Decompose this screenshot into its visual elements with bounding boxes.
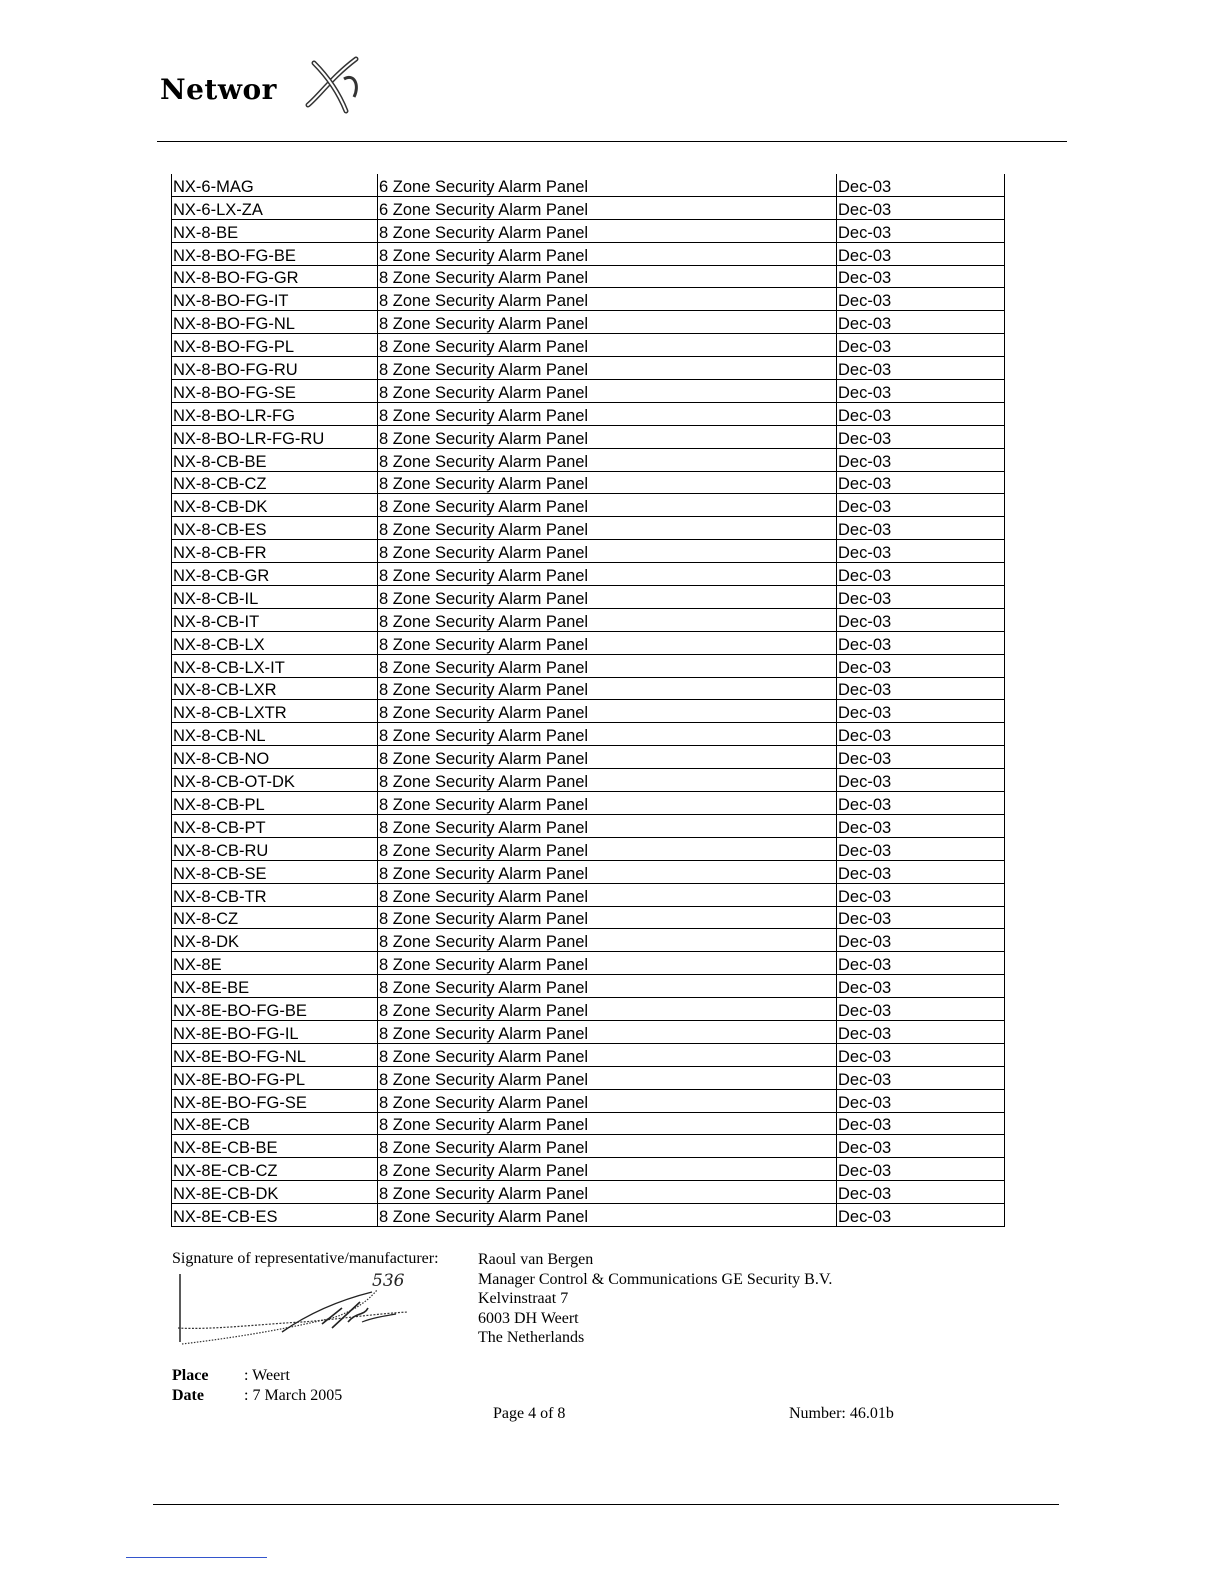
product-code-cell: NX-8E-BE [172,975,378,998]
table-row [172,494,1005,517]
date-cell: Dec-03 [837,631,1005,654]
table-row [172,792,1005,815]
date-cell: Dec-03 [837,723,1005,746]
date-cell: Dec-03 [837,929,1005,952]
date-cell: Dec-03 [837,540,1005,563]
description-cell: 8 Zone Security Alarm Panel [378,425,837,448]
product-code-cell: NX-8-CB-GR [172,563,378,586]
date-cell: Dec-03 [837,837,1005,860]
date-cell: Dec-03 [837,814,1005,837]
product-code-cell: NX-8E-BO-FG-BE [172,998,378,1021]
footer-link-underline [126,1557,267,1558]
description-cell: 8 Zone Security Alarm Panel [378,723,837,746]
product-code-cell: NX-8-CB-TR [172,883,378,906]
date-cell: Dec-03 [837,448,1005,471]
date-cell: Dec-03 [837,311,1005,334]
table-row [172,471,1005,494]
date-cell: Dec-03 [837,1135,1005,1158]
product-code-cell: NX-8-CB-LXTR [172,700,378,723]
product-code-cell: NX-8-BE [172,219,378,242]
table-row [172,769,1005,792]
table-row [172,288,1005,311]
product-code-cell: NX-8-CB-RU [172,837,378,860]
table-row [172,631,1005,654]
description-cell: 8 Zone Security Alarm Panel [378,1066,837,1089]
product-code-cell: NX-8-CB-DK [172,494,378,517]
product-code-cell: NX-8-CB-CZ [172,471,378,494]
description-cell: 8 Zone Security Alarm Panel [378,1181,837,1204]
date-cell: Dec-03 [837,563,1005,586]
date-cell: Dec-03 [837,746,1005,769]
description-cell: 8 Zone Security Alarm Panel [378,357,837,380]
table-row [172,402,1005,425]
table-row [172,1135,1005,1158]
table-row [172,975,1005,998]
date-cell: Dec-03 [837,792,1005,815]
product-code-cell: NX-8E-CB-BE [172,1135,378,1158]
rep-title: Manager Control & Communications GE Security B.V. [478,1270,833,1288]
date-cell: Dec-03 [837,906,1005,929]
date-cell: Dec-03 [837,883,1005,906]
table-row [172,952,1005,975]
date-cell: Dec-03 [837,1158,1005,1181]
description-cell: 8 Zone Security Alarm Panel [378,700,837,723]
table-row [172,860,1005,883]
description-cell: 8 Zone Security Alarm Panel [378,288,837,311]
date-cell: Dec-03 [837,1020,1005,1043]
table-row [172,1181,1005,1204]
description-cell: 8 Zone Security Alarm Panel [378,586,837,609]
date-cell: Dec-03 [837,860,1005,883]
description-cell: 8 Zone Security Alarm Panel [378,814,837,837]
table-row [172,1043,1005,1066]
description-cell: 8 Zone Security Alarm Panel [378,952,837,975]
description-cell: 6 Zone Security Alarm Panel [378,196,837,219]
rep-country: The Netherlands [478,1329,585,1347]
logo-x-mark [300,55,364,115]
product-code-cell: NX-8-BO-FG-RU [172,357,378,380]
description-cell: 8 Zone Security Alarm Panel [378,654,837,677]
table-row [172,1204,1005,1227]
date-cell: Dec-03 [837,425,1005,448]
table-row [172,586,1005,609]
date-cell: Dec-03 [837,402,1005,425]
description-cell: 8 Zone Security Alarm Panel [378,1158,837,1181]
date-cell: Dec-03 [837,265,1005,288]
date-cell: Dec-03 [837,700,1005,723]
place-label: Place [172,1367,209,1384]
description-cell: 8 Zone Security Alarm Panel [378,677,837,700]
rep-street: Kelvinstraat 7 [478,1290,569,1308]
description-cell: 8 Zone Security Alarm Panel [378,334,837,357]
description-cell: 8 Zone Security Alarm Panel [378,906,837,929]
product-code-cell: NX-8-CB-IT [172,608,378,631]
rep-name: Raoul van Bergen [478,1251,594,1268]
product-code-cell: NX-8E-BO-FG-SE [172,1089,378,1112]
product-code-cell: NX-8-BO-FG-BE [172,242,378,265]
description-cell: 8 Zone Security Alarm Panel [378,1112,837,1135]
table-row [172,517,1005,540]
description-cell: 8 Zone Security Alarm Panel [378,471,837,494]
date-cell: Dec-03 [837,494,1005,517]
date-cell: Dec-03 [837,608,1005,631]
table-row [172,723,1005,746]
product-code-cell: NX-8-CB-SE [172,860,378,883]
description-cell: 8 Zone Security Alarm Panel [378,929,837,952]
product-code-cell: NX-8-CZ [172,906,378,929]
product-code-cell: NX-8-CB-LX [172,631,378,654]
description-cell: 8 Zone Security Alarm Panel [378,998,837,1021]
product-code-cell: NX-6-MAG [172,174,378,196]
product-code-cell: NX-8-BO-LR-FG [172,402,378,425]
page-number: Page 4 of 8 [493,1405,566,1422]
date-cell: Dec-03 [837,219,1005,242]
representative-block [478,1250,832,1348]
description-cell: 8 Zone Security Alarm Panel [378,746,837,769]
document-number: Number: 46.01b [789,1405,894,1422]
product-code-cell: NX-8-CB-IL [172,586,378,609]
product-table [171,174,1005,1227]
date-cell: Dec-03 [837,1112,1005,1135]
table-row [172,196,1005,219]
table-row [172,837,1005,860]
description-cell: 8 Zone Security Alarm Panel [378,608,837,631]
table-row [172,1020,1005,1043]
description-cell: 8 Zone Security Alarm Panel [378,1043,837,1066]
table-row [172,563,1005,586]
product-code-cell: NX-8-BO-FG-PL [172,334,378,357]
description-cell: 8 Zone Security Alarm Panel [378,402,837,425]
product-code-cell: NX-8-CB-FR [172,540,378,563]
networx-logo [160,55,370,117]
table-row [172,357,1005,380]
table-row [172,1112,1005,1135]
description-cell: 8 Zone Security Alarm Panel [378,494,837,517]
description-cell: 8 Zone Security Alarm Panel [378,540,837,563]
date-cell: Dec-03 [837,975,1005,998]
date-cell: Dec-03 [837,1066,1005,1089]
table-row [172,1158,1005,1181]
description-cell: 8 Zone Security Alarm Panel [378,975,837,998]
rep-city: 6003 DH Weert [478,1309,579,1327]
table-row [172,1089,1005,1112]
logo-wordmark: Networ [160,73,277,106]
product-code-cell: NX-8-BO-FG-SE [172,380,378,403]
product-code-cell: NX-8-BO-FG-IT [172,288,378,311]
table-row [172,1066,1005,1089]
product-code-cell: NX-8-CB-LXR [172,677,378,700]
description-cell: 6 Zone Security Alarm Panel [378,174,837,196]
product-code-cell: NX-8E-CB-DK [172,1181,378,1204]
date-cell: Dec-03 [837,1089,1005,1112]
description-cell: 8 Zone Security Alarm Panel [378,1204,837,1227]
product-code-cell: NX-8E-CB [172,1112,378,1135]
description-cell: 8 Zone Security Alarm Panel [378,219,837,242]
date-value: : 7 March 2005 [244,1387,343,1404]
product-code-cell: NX-6-LX-ZA [172,196,378,219]
table-row [172,906,1005,929]
product-code-cell: NX-8E-CB-CZ [172,1158,378,1181]
table-row [172,998,1005,1021]
table-row [172,311,1005,334]
signature-image [172,1272,422,1358]
description-cell: 8 Zone Security Alarm Panel [378,837,837,860]
date-row [172,1386,342,1406]
table-row [172,219,1005,242]
table-row [172,174,1005,196]
date-cell: Dec-03 [837,380,1005,403]
table-row [172,380,1005,403]
date-cell: Dec-03 [837,586,1005,609]
date-cell: Dec-03 [837,471,1005,494]
product-code-cell: NX-8-CB-NL [172,723,378,746]
date-cell: Dec-03 [837,288,1005,311]
date-cell: Dec-03 [837,1043,1005,1066]
description-cell: 8 Zone Security Alarm Panel [378,448,837,471]
product-code-cell: NX-8E-BO-FG-PL [172,1066,378,1089]
description-cell: 8 Zone Security Alarm Panel [378,792,837,815]
table-row [172,448,1005,471]
description-cell: 8 Zone Security Alarm Panel [378,563,837,586]
description-cell: 8 Zone Security Alarm Panel [378,242,837,265]
table-row [172,334,1005,357]
date-label: Date [172,1387,204,1404]
header-divider [157,141,1067,142]
table-row [172,265,1005,288]
date-cell: Dec-03 [837,952,1005,975]
product-code-cell: NX-8-CB-PL [172,792,378,815]
footer-divider [153,1504,1059,1505]
product-code-cell: NX-8-DK [172,929,378,952]
product-code-cell: NX-8E [172,952,378,975]
product-code-cell: NX-8-CB-ES [172,517,378,540]
table-row [172,242,1005,265]
date-cell: Dec-03 [837,1181,1005,1204]
product-code-cell: NX-8-BO-FG-NL [172,311,378,334]
description-cell: 8 Zone Security Alarm Panel [378,517,837,540]
product-code-cell: NX-8-CB-BE [172,448,378,471]
description-cell: 8 Zone Security Alarm Panel [378,265,837,288]
date-cell: Dec-03 [837,517,1005,540]
description-cell: 8 Zone Security Alarm Panel [378,1089,837,1112]
date-cell: Dec-03 [837,654,1005,677]
description-cell: 8 Zone Security Alarm Panel [378,1135,837,1158]
table-row [172,929,1005,952]
table-row [172,540,1005,563]
table-row [172,608,1005,631]
product-code-cell: NX-8-CB-PT [172,814,378,837]
table-row [172,814,1005,837]
date-cell: Dec-03 [837,1204,1005,1227]
product-code-cell: NX-8-BO-FG-GR [172,265,378,288]
date-cell: Dec-03 [837,334,1005,357]
table-row [172,700,1005,723]
place-value: : Weert [244,1367,290,1384]
table-row [172,677,1005,700]
table-row [172,746,1005,769]
description-cell: 8 Zone Security Alarm Panel [378,311,837,334]
description-cell: 8 Zone Security Alarm Panel [378,380,837,403]
product-code-cell: NX-8-CB-NO [172,746,378,769]
handwritten-number: 536 [372,1272,405,1291]
description-cell: 8 Zone Security Alarm Panel [378,1020,837,1043]
date-cell: Dec-03 [837,677,1005,700]
product-code-cell: NX-8E-CB-ES [172,1204,378,1227]
description-cell: 8 Zone Security Alarm Panel [378,769,837,792]
product-code-cell: NX-8-BO-LR-FG-RU [172,425,378,448]
date-cell: Dec-03 [837,196,1005,219]
place-row [172,1366,290,1386]
description-cell: 8 Zone Security Alarm Panel [378,860,837,883]
product-code-cell: NX-8-CB-LX-IT [172,654,378,677]
table-row [172,883,1005,906]
date-cell: Dec-03 [837,769,1005,792]
date-cell: Dec-03 [837,174,1005,196]
date-cell: Dec-03 [837,242,1005,265]
product-code-cell: NX-8-CB-OT-DK [172,769,378,792]
product-code-cell: NX-8E-BO-FG-IL [172,1020,378,1043]
product-code-cell: NX-8E-BO-FG-NL [172,1043,378,1066]
date-cell: Dec-03 [837,357,1005,380]
date-cell: Dec-03 [837,998,1005,1021]
description-cell: 8 Zone Security Alarm Panel [378,883,837,906]
signature-label: Signature of representative/manufacturer: [172,1250,439,1267]
table-row [172,654,1005,677]
description-cell: 8 Zone Security Alarm Panel [378,631,837,654]
table-row [172,425,1005,448]
